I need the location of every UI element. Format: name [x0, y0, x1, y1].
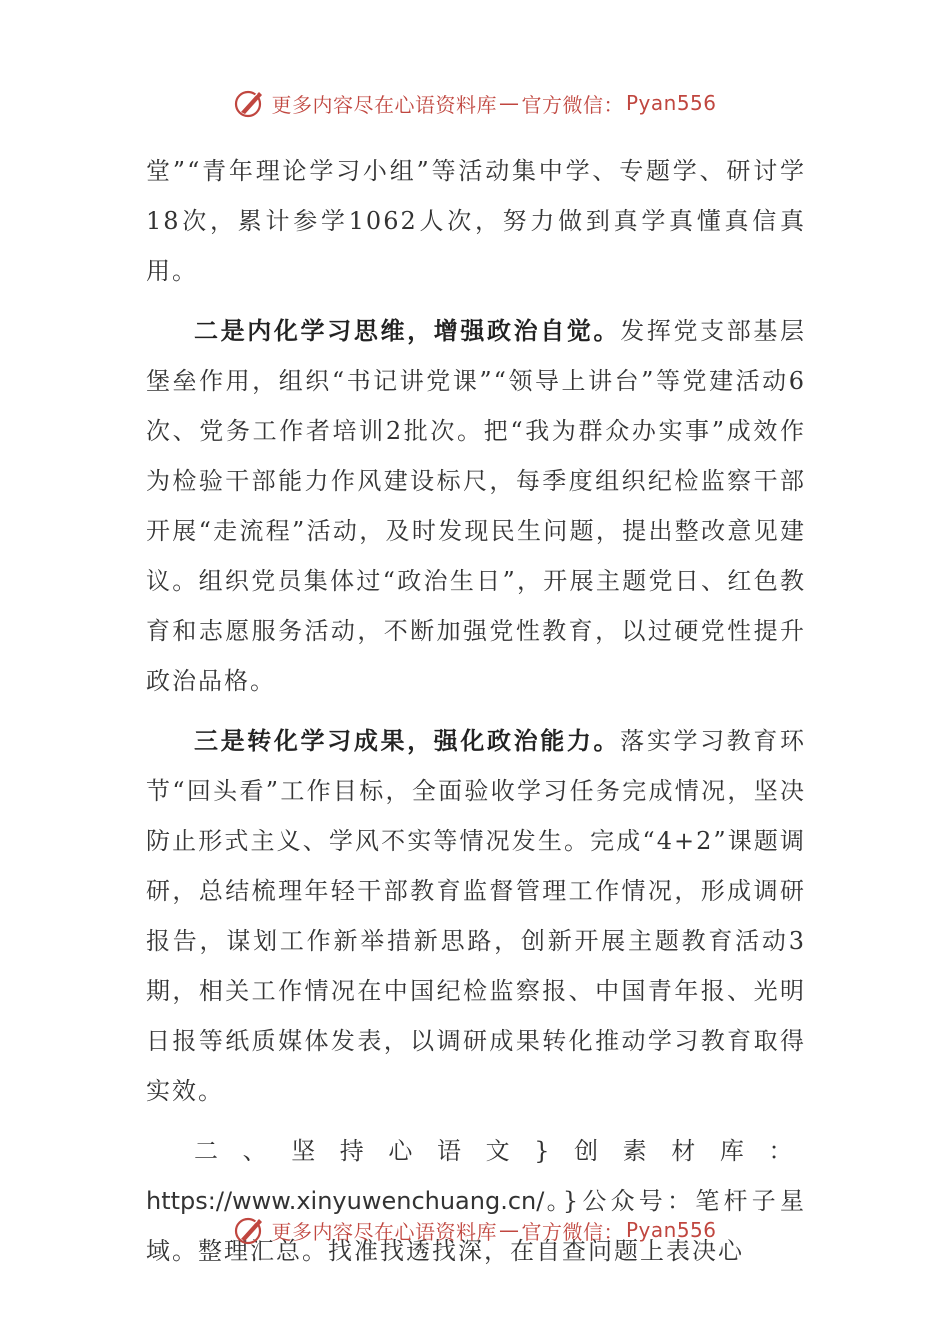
document-body — [146, 146, 806, 1276]
paragraph-1 — [146, 146, 806, 296]
banner-wechat-id: Pyan556 — [625, 91, 717, 115]
banner-wechat-label: 官方微信： — [521, 92, 624, 117]
quill-logo-icon — [233, 86, 267, 120]
paragraph-1-text: 堂”“青年理论学习小组”等活动集中学、专题学、研讨学18次，累计参学1062人次，努力做到真学真懂真信真用。 — [146, 157, 806, 285]
banner-dash: — — [498, 1218, 520, 1242]
paragraph-2-text: 发挥党支部基层堡垒作用，组织“书记讲党课”“领导上讲台”等党建活动6次、党务工作者培训2批次。把“我为群众办实事”成效作为检验干部能力作风建设标尺，每季度组织纪检监察干部开展“走流程”活动，及时发现民生问题，提出整改意见建议。组织党员集体过“政治生日”，开展主题党日、红色教育和志愿服务活动，不断加强党性教育，以过硬党性提升政治品格。 — [146, 317, 807, 695]
banner-wechat-id: Pyan556 — [625, 1218, 717, 1242]
paragraph-4 — [146, 1126, 806, 1276]
watermark-banner-top — [0, 86, 950, 120]
paragraph-3 — [146, 716, 806, 1116]
banner-wechat-label: 官方微信： — [521, 1219, 624, 1244]
paragraph-3-text: 落实学习教育环节“回头看”工作目标，全面验收学习任务完成情况，坚决防止形式主义、学风不实等情况发生。完成“4+2”课题调研，总结梳理年轻干部教育监督管理工作情况，形成调研报告，谋划工作新举措新思路，创新开展主题教育活动3期，相关工作情况在中国纪检监察报、中国青年报、光明日报等纸质媒体发表，以调研成果转化推动学习教育取得实效。 — [146, 727, 807, 1105]
paragraph-4-prefix: 二、坚持心语文}创素材库： — [194, 1137, 806, 1165]
paragraph-4-suffix: 。}公众号：笔杆子星域。整理汇总。找准找透找深，在自查问题上表决心 — [146, 1187, 806, 1265]
paragraph-3-heading: 三是转化学习成果，强化政治能力。 — [194, 726, 621, 755]
watermark-banner-bottom — [0, 1213, 950, 1247]
source-url-link[interactable]: https://www.xinyuwenchuang.cn/ — [146, 1187, 545, 1215]
banner-site-text: 更多内容尽在心语资料库 — [271, 92, 497, 117]
banner-dash: — — [498, 91, 520, 115]
banner-site-text: 更多内容尽在心语资料库 — [271, 1219, 497, 1244]
paragraph-2-heading: 二是内化学习思维，增强政治自觉。 — [194, 316, 621, 345]
paragraph-2 — [146, 306, 806, 706]
quill-logo-icon — [233, 1213, 267, 1247]
